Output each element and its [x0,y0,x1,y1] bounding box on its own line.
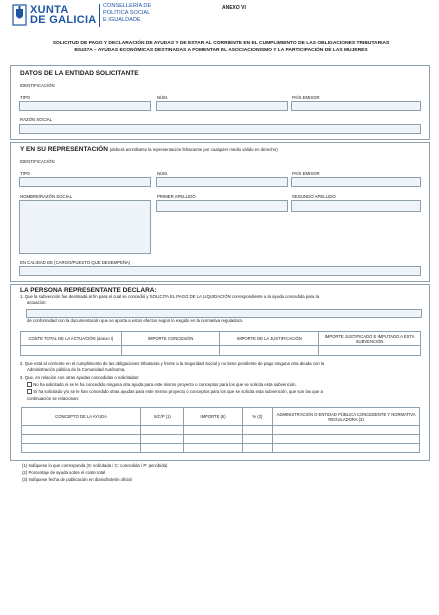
entidad-razon-label: RAZÓN SOCIAL [20,117,52,122]
actuacion-field[interactable] [26,309,422,318]
rep-apellido2-field[interactable] [291,200,421,212]
ayuda-importe-input[interactable] [184,426,242,435]
entidad-num-label: NÚM. [157,95,168,100]
form-subtitle: BS437A – AYUDAS ECONÓMICAS DESTINADAS A FOMENTAR EL ASOCIACIONISMO Y LA PARTICIPACIÓN DE LAS MUJERES [74,48,368,53]
rep-nombre-label: NOMBRE/RAZÓN SOCIAL [20,194,73,199]
ayuda-row [22,435,420,444]
conselleria-line3: E IGUALDADE [103,17,141,23]
ayuda-concepto-input[interactable] [22,435,141,444]
ayuda-porcentaje-input[interactable] [242,444,273,453]
ayuda-administracion-input[interactable] [273,444,420,453]
ayuda-scp-input[interactable] [141,444,184,453]
si-otras-ayudas-checkbox[interactable] [27,389,32,394]
th-importe-imputado: IMPORTE JUSTIFICADO E IMPUTADO A ESTA SUBVENCIÓN [319,332,421,346]
coste-total-input[interactable] [21,346,122,356]
ayuda-scp-input[interactable] [141,435,184,444]
declara-item2-text2: Administración pública de la Comunidad Autónoma. [27,367,126,372]
check2-label: Sí ha solicitado y/o se le han concedido otras ayudas para este mismo proyecto o conceptos para los que se solicita esta subvención, que son las que a [33,389,323,394]
conselleria-line1: CONSELLERÍA DE [103,3,152,9]
entidad-tipo-field[interactable] [19,101,151,111]
ayuda-porcentaje-input[interactable] [242,426,273,435]
footnote-1: (1) Indíquese lo que corresponda (S: solicitada / C: concedida / P: percibida) [22,463,168,468]
rep-calidad-field[interactable] [19,266,421,276]
anexo-label: ANEXO VI [222,5,246,11]
ayuda-porcentaje-input[interactable] [242,435,273,444]
entidad-tipo-label: TIPO [20,95,31,100]
logo-line1: XUNTA [30,4,69,16]
ayuda-administracion-input[interactable] [273,426,420,435]
entidad-razon-field[interactable] [19,124,421,134]
ayuda-scp-input[interactable] [141,426,184,435]
ayuda-concepto-input[interactable] [22,426,141,435]
representacion-heading-text: Y EN SU REPRESENTACIÓN [20,146,108,153]
declara-item2-text1: 2. Que está al corriente en el cumplimiento de las obligaciones tributarias y frente a la Seguridad Social y no tiene pendiente de pago ninguna otra deuda con la [20,361,325,366]
logo-divider [99,4,100,27]
declara-item1-text3: de conformidad con la documentación que se aporta a estos efectos según lo exigido en la normativa reguladora. [27,318,243,323]
conselleria-name [103,3,151,24]
th-coste-total: COSTE TOTAL DE LA ACTUACIÓN (anexo I) [21,332,122,346]
no-otras-ayudas-checkbox[interactable] [27,382,32,387]
rep-apellido1-label: PRIMER APELLIDO [157,194,196,199]
logo-line2: DE GALICIA [30,14,97,26]
ayuda-administracion-input[interactable] [273,435,420,444]
footnote-3: (3) Indíquese fecha de publicación en diario/boletín oficial [22,477,132,482]
rep-pais-field[interactable] [291,177,421,187]
th-porcentaje: % (2) [242,408,273,426]
importe-concesion-input[interactable] [121,346,220,356]
conselleria-line2: POLÍTICA SOCIAL [103,10,151,16]
representacion-heading [20,146,278,153]
ayuda-concepto-input[interactable] [22,444,141,453]
rep-tipo-label: TIPO [20,171,31,176]
footnote-2: (2) Porcentaje de ayuda sobre el coste total [22,470,106,475]
rep-apellido1-field[interactable] [156,200,288,212]
importe-justificacion-input[interactable] [220,346,319,356]
ayuda-importe-input[interactable] [184,444,242,453]
entidad-heading: DATOS DE LA ENTIDAD SOLICITANTE [20,70,139,77]
otras-ayudas-table [21,407,420,453]
xunta-emblem-icon [12,4,27,26]
th-importe-justificacion: IMPORTE DE LA JUSTIFICACIÓN [220,332,319,346]
declara-item3-text: 3. Que, en relación con otras ayudas concedidas o solicitadas: [20,375,140,380]
th-importe: IMPORTE (€) [184,408,242,426]
ayuda-importe-input[interactable] [184,435,242,444]
declara-heading: LA PERSONA REPRESENTANTE DECLARA: [20,287,157,294]
check1-row [27,382,427,388]
ayuda-row [22,426,420,435]
importe-imputado-input[interactable] [319,346,421,356]
declara-item1-text1: 1. Que la subvención fue destinada al fin para el cual se concedió y SOLICITA EL PAGO DE LA LIQUIDACIÓN correspondiente a la ayuda concedida para la [20,294,319,299]
check2-label-line2: continuación se relacionan: [27,396,80,401]
entidad-pais-field[interactable] [291,101,421,111]
check2-row [27,389,427,395]
entidad-identificacion-label: IDENTIFICACIÓN [20,83,55,88]
check1-label: No ha solicitado ni se le ha concedido ninguna otra ayuda para este mismo proyecto o conceptos para los que se solicita esta subvención. [33,382,297,387]
declara-item1-text2: actuación: [27,300,47,305]
rep-nombre-field[interactable] [19,200,151,254]
xunta-logo [12,4,102,28]
rep-pais-label: PAÍS EMISOR [292,171,320,176]
rep-num-label: NÚM. [157,171,168,176]
rep-calidad-label: EN CALIDAD DE (CARGO/PUESTO QUE DESEMPEÑA) [20,260,131,265]
th-concepto: CONCEPTO DE LA AYUDA [22,408,141,426]
th-importe-concesion: IMPORTE CONCESIÓN [121,332,220,346]
form-title: SOLICITUD DE PAGO Y DECLARACIÓN DE AYUDAS Y DE ESTAR AL CORRIENTE EN EL CUMPLIMIENTO DE LAS OBLIGACIONES TRIBUTARIAS [52,41,390,46]
th-scp: S/C/P (1) [141,408,184,426]
rep-identificacion-label: IDENTIFICACIÓN [20,159,55,164]
rep-apellido2-label: SEGUNDO APELLIDO [292,194,336,199]
entidad-pais-label: PAÍS EMISOR [292,95,320,100]
th-administracion: ADMINISTRACIÓN O ENTIDAD PÚBLICA CONCEDENTE Y NORMATIVA REGULADORA (3) [273,408,420,426]
rep-num-field[interactable] [156,177,288,187]
importes-table [20,331,421,356]
ayuda-row [22,444,420,453]
representacion-note: (deberá acreditarse la representación fehaciente por cualquier medio válido en derecho) [109,147,278,152]
rep-tipo-field[interactable] [19,177,151,187]
entidad-num-field[interactable] [156,101,288,111]
